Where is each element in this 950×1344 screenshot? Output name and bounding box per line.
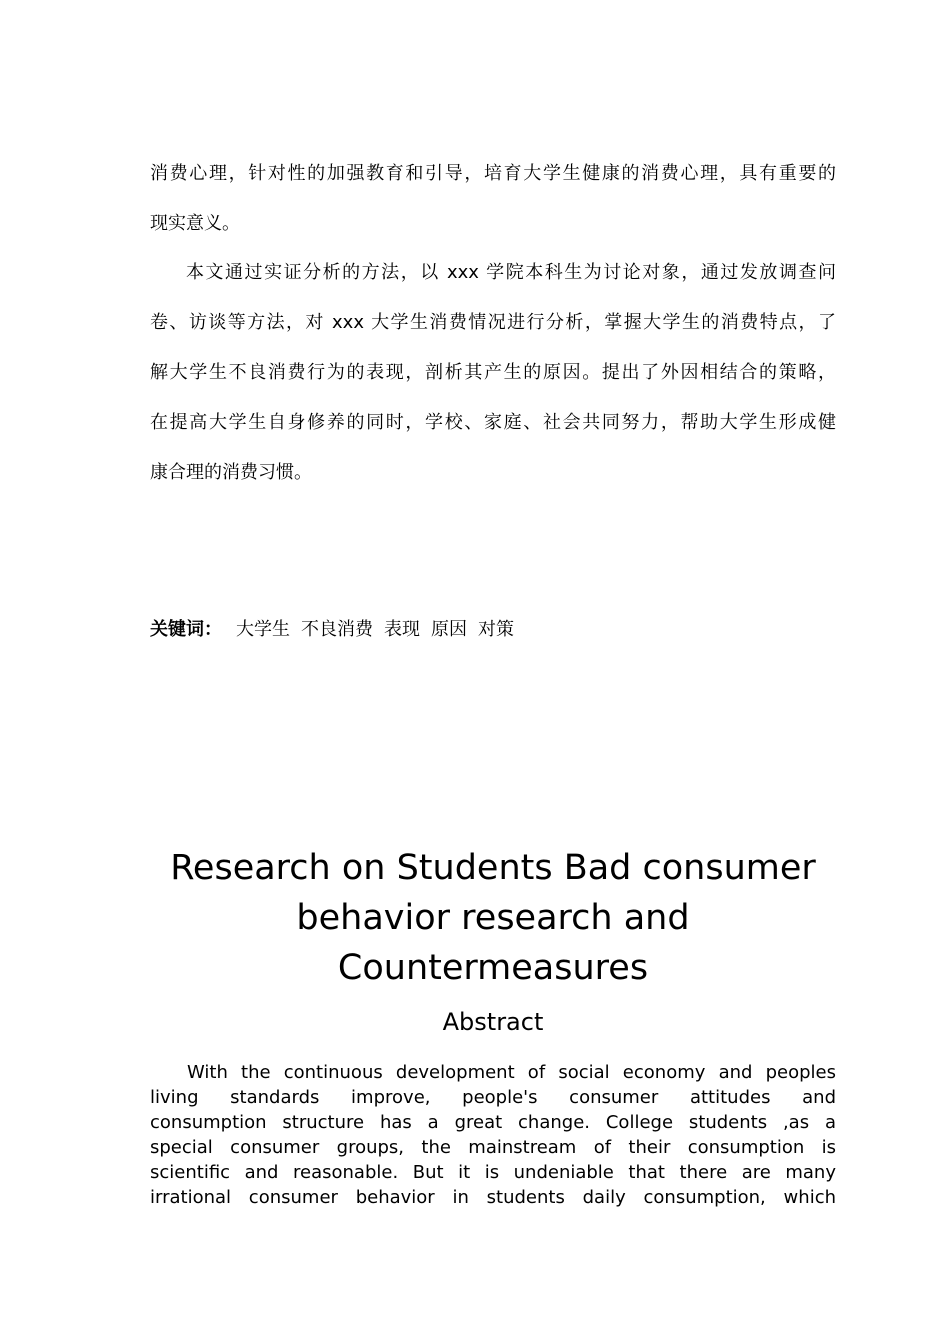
- text-line: 解大学生不良消费行为的表现，剖析其产生的原因。提出了外因相结合的策略，: [150, 362, 836, 383]
- keyword-item: 不良消费: [301, 619, 373, 640]
- keyword-item: 对策: [478, 619, 514, 640]
- abstract-heading: Abstract: [442, 1008, 544, 1036]
- abstract-line: With the continuous development of social economy and peoples: [187, 1062, 836, 1083]
- abstract-line: living standards improve, people's consumer attitudes and: [150, 1087, 836, 1108]
- title-line: behavior research and: [296, 898, 690, 938]
- abstract-line: irrational consumer behavior in students daily consumption, which: [150, 1187, 836, 1208]
- text-line: 消费心理，针对性的加强教育和引导，培育大学生健康的消费心理，具有重要的: [150, 163, 836, 184]
- keywords-line: [150, 617, 525, 643]
- text-line: 本文通过实证分析的方法，以 xxx 学院本科生为讨论对象，通过发放调查问: [186, 262, 836, 283]
- text-line: 现实意义。: [150, 213, 240, 234]
- abstract-body: [150, 1060, 836, 1210]
- keyword-item: 大学生: [236, 619, 290, 640]
- text-line: 康合理的消费习惯。: [150, 462, 312, 483]
- keyword-item: 表现: [384, 619, 420, 640]
- abstract-line: special consumer groups, the mainstream of their consumption is: [150, 1137, 836, 1158]
- chinese-paragraph-2: [150, 248, 836, 498]
- title-line: Countermeasures: [337, 948, 649, 988]
- title-line: Research on Students Bad consumer: [170, 848, 816, 888]
- abstract-line: scientific and reasonable. But it is undeniable that there are many: [150, 1162, 836, 1183]
- chinese-paragraph-1: [150, 149, 836, 249]
- keywords-label: 关键词：: [150, 619, 222, 640]
- text-line: 卷、访谈等方法，对 xxx 大学生消费情况进行分析，掌握大学生的消费特点，了: [150, 312, 836, 333]
- english-title: [150, 843, 836, 993]
- text-line: 在提高大学生自身修养的同时，学校、家庭、社会共同努力，帮助大学生形成健: [150, 412, 836, 433]
- keyword-item: 原因: [431, 619, 467, 640]
- abstract-line: consumption structure has a great change. College students ,as a: [150, 1112, 836, 1133]
